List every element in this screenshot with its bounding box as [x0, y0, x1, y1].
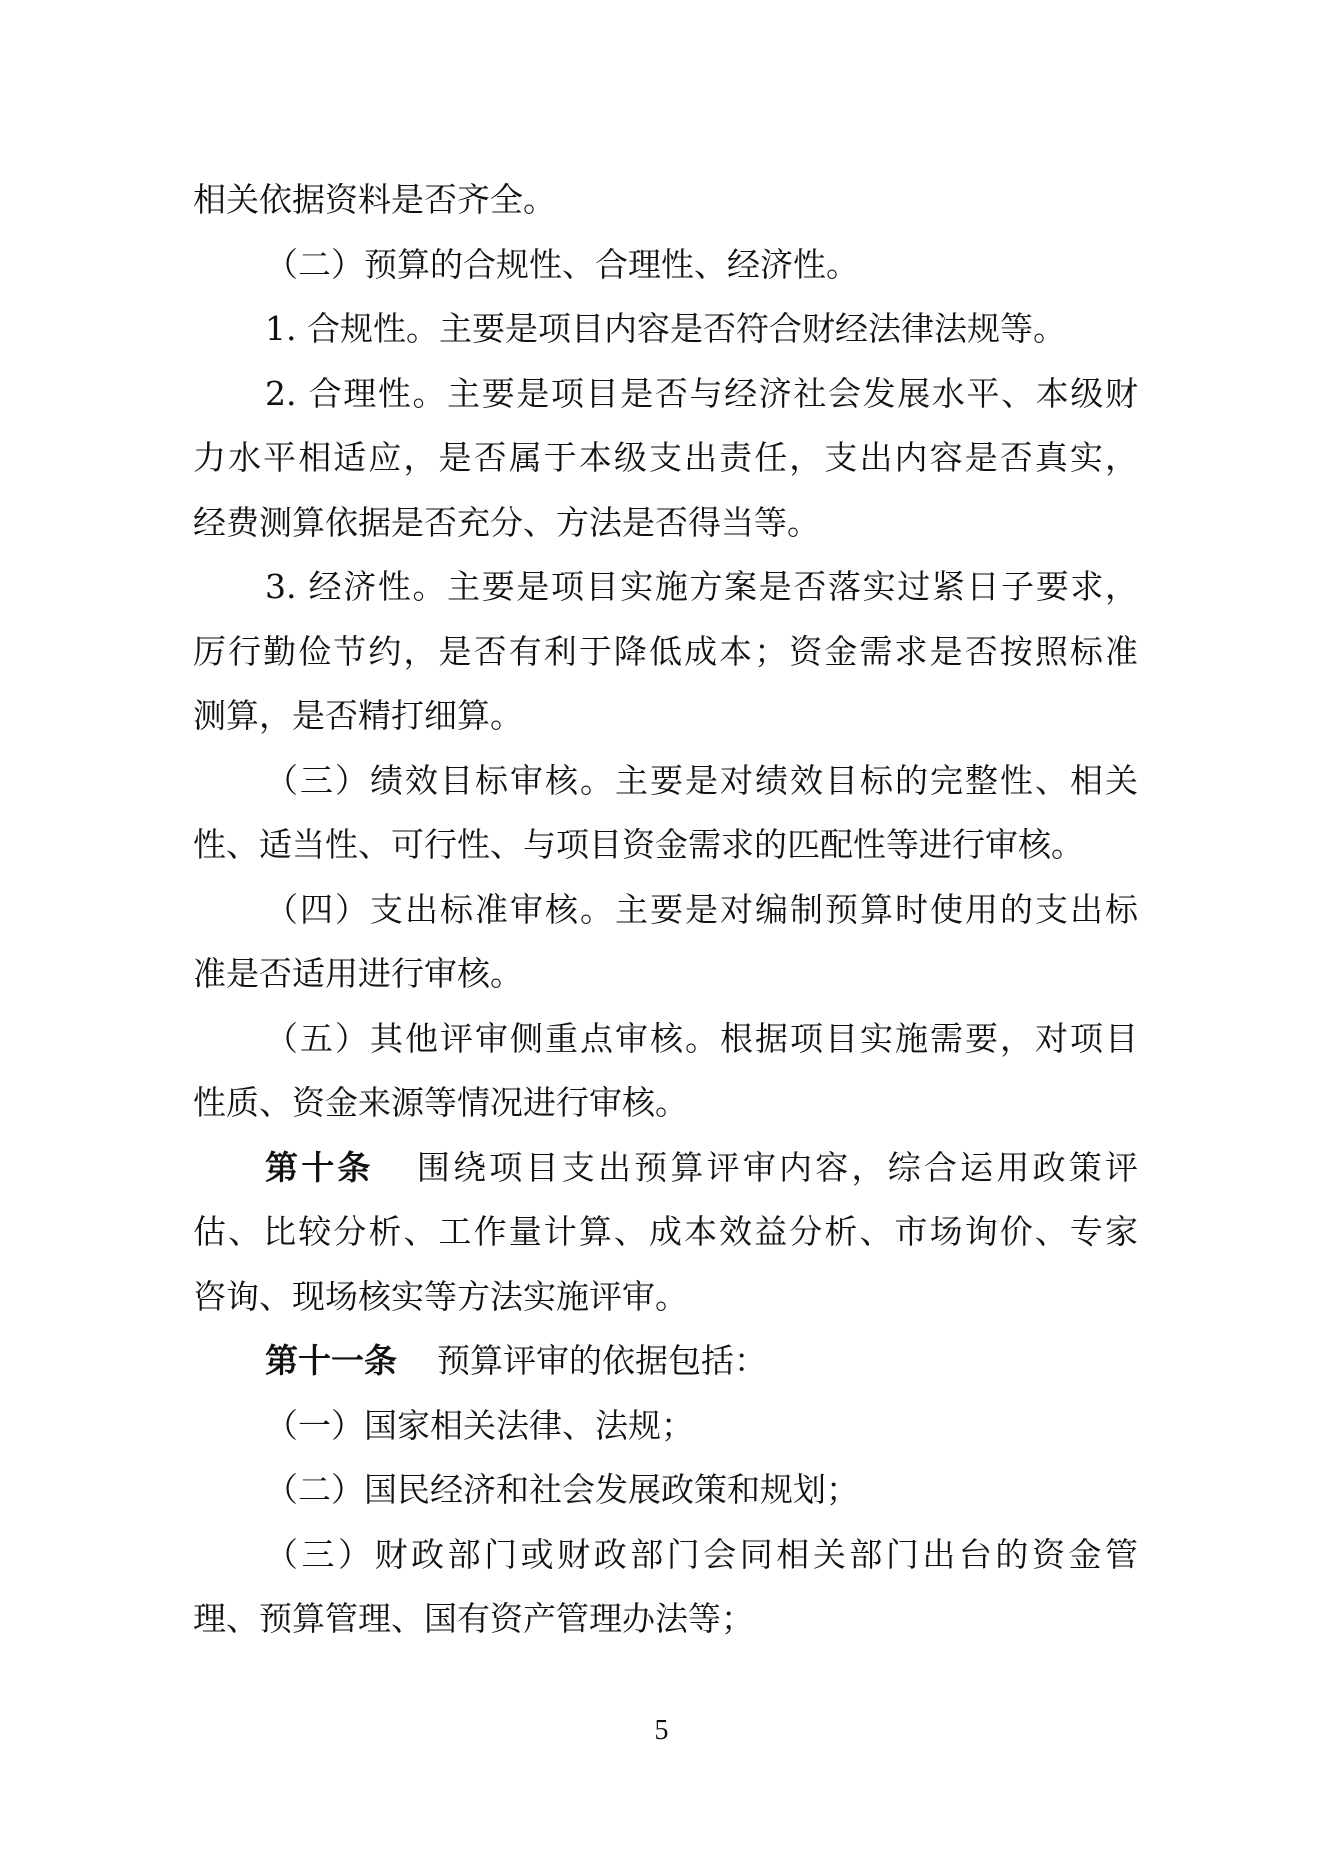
article-10-text: 围绕项目支出预算评审内容，综合运用政策评 [413, 1147, 1139, 1187]
basis-item-2: （二）国民经济和社会发展政策和规划； [265, 1470, 859, 1509]
basis-item-1: （一）国家相关法律、法规； [265, 1405, 694, 1445]
section-4-line: 准是否适用进行审核。 [193, 954, 523, 993]
section-3-line: 性、适当性、可行性、与项目资金需求的匹配性等进行审核。 [193, 825, 1084, 864]
item-rationality-line: 经费测算依据是否充分、方法是否得当等。 [193, 502, 820, 542]
article-10-heading: 第十条 [265, 1147, 374, 1187]
article-10-line: 估、比较分析、工作量计算、成本效益分析、市场询价、专家 [193, 1212, 1138, 1251]
item-rationality-line: 力水平相适应，是否属于本级支出责任，支出内容是否真实， [193, 438, 1138, 477]
section-5-line: 性质、资金来源等情况进行审核。 [193, 1083, 688, 1122]
section-4-line: （四）支出标准审核。主要是对编制预算时使用的支出标 [265, 889, 1138, 929]
article-11-line [193, 1329, 1138, 1394]
item-economy-line: 测算，是否精打细算。 [193, 696, 523, 735]
item-rationality-line: 2. 合理性。主要是项目是否与经济社会发展水平、本级财 [265, 373, 1138, 413]
section-heading-2: （二）预算的合规性、合理性、经济性。 [265, 244, 859, 284]
article-11-text: 预算评审的依据包括： [437, 1341, 767, 1380]
item-compliance: 1. 合规性。主要是项目内容是否符合财经法律法规等。 [265, 309, 1066, 348]
body-text [193, 168, 1138, 1652]
item-economy-line: 3. 经济性。主要是项目实施方案是否落实过紧日子要求， [265, 567, 1138, 606]
basis-item-3-line: 理、预算管理、国有资产管理办法等； [193, 1599, 754, 1638]
basis-item-3-line: （三）财政部门或财政部门会同相关部门出台的资金管 [265, 1534, 1138, 1574]
page-number: 5 [654, 1715, 669, 1746]
article-10-line: 咨询、现场核实等方法实施评审。 [193, 1276, 688, 1316]
paragraph-line: 相关依据资料是否齐全。 [193, 180, 556, 219]
article-10-line [193, 1136, 1138, 1201]
article-11-heading: 第十一条 [265, 1341, 397, 1380]
section-5-line: （五）其他评审侧重点审核。根据项目实施需要，对项目 [265, 1018, 1138, 1058]
item-economy-line: 厉行勤俭节约，是否有利于降低成本；资金需求是否按照标准 [193, 631, 1138, 671]
section-3-line: （三）绩效目标审核。主要是对绩效目标的完整性、相关 [265, 760, 1138, 800]
